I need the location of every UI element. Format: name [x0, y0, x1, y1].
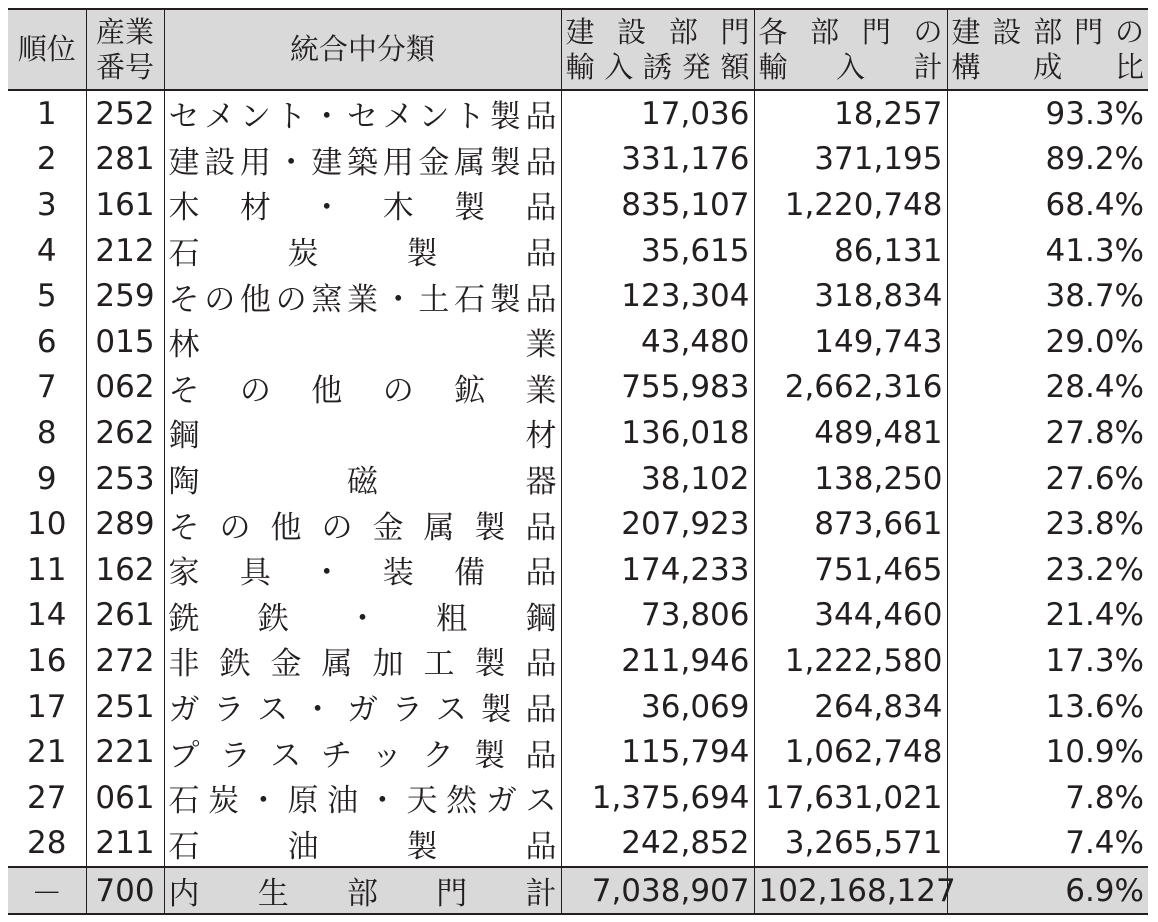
ratio-cell: 68.4% [947, 182, 1148, 228]
table-row [8, 273, 1148, 319]
category-name-cell: 林業 [164, 319, 561, 365]
table-row [8, 456, 1148, 502]
total-sum-cell: 102,168,127 [754, 867, 947, 914]
table-row [8, 410, 1148, 456]
category-name-cell: プラスチック製品 [164, 729, 561, 775]
category-name-cell: その他の鉱業 [164, 365, 561, 411]
industry-code-cell: 162 [86, 547, 164, 593]
industry-code-cell: 211 [86, 821, 164, 868]
table-footer [8, 867, 1148, 914]
ratio-cell: 27.6% [947, 456, 1148, 502]
import-total-cell: 264,834 [754, 684, 947, 730]
induced-imports-cell: 242,852 [561, 821, 754, 868]
import-total-cell: 489,481 [754, 410, 947, 456]
induced-imports-cell: 136,018 [561, 410, 754, 456]
industry-code-cell: 289 [86, 501, 164, 547]
induced-imports-cell: 1,375,694 [561, 775, 754, 821]
rank-cell: 16 [27, 642, 67, 679]
rank-cell: 3 [36, 186, 57, 223]
ratio-cell: 17.3% [947, 638, 1148, 684]
table-row [8, 90, 1148, 137]
table-body [8, 90, 1148, 867]
induced-imports-cell: 174,233 [561, 547, 754, 593]
table-row [8, 365, 1148, 411]
header-sector-import-total: 各部門の 輸入計 [754, 9, 947, 90]
import-total-cell: 1,062,748 [754, 729, 947, 775]
industry-code-cell: 061 [86, 775, 164, 821]
industry-code-cell: 261 [86, 593, 164, 639]
induced-imports-cell: 123,304 [561, 273, 754, 319]
import-total-cell: 1,220,748 [754, 182, 947, 228]
import-total-cell: 149,743 [754, 319, 947, 365]
ratio-cell: 13.6% [947, 684, 1148, 730]
table-row [8, 729, 1148, 775]
rank-cell: 14 [27, 597, 67, 634]
induced-imports-cell: 38,102 [561, 456, 754, 502]
header-induced-imports: 建設部門 輸入誘発額 [561, 9, 754, 90]
category-name-cell: 非鉄金属加工製品 [164, 638, 561, 684]
industry-code-cell: 062 [86, 365, 164, 411]
import-total-cell: 17,631,021 [754, 775, 947, 821]
category-name-cell: 銑鉄・粗鋼 [164, 593, 561, 639]
category-name-cell: その他の金属製品 [164, 501, 561, 547]
induced-imports-cell: 35,615 [561, 228, 754, 274]
import-total-cell: 1,222,580 [754, 638, 947, 684]
import-total-cell: 2,662,316 [754, 365, 947, 411]
ratio-cell: 93.3% [947, 90, 1148, 137]
industry-code-cell: 281 [86, 137, 164, 183]
import-total-cell: 344,460 [754, 593, 947, 639]
ratio-cell: 23.2% [947, 547, 1148, 593]
induced-imports-cell: 36,069 [561, 684, 754, 730]
induced-imports-cell: 835,107 [561, 182, 754, 228]
ratio-cell: 41.3% [947, 228, 1148, 274]
induced-imports-cell: 115,794 [561, 729, 754, 775]
category-name-cell: 鋼材 [164, 410, 561, 456]
table-row [8, 228, 1148, 274]
category-name-cell: 石炭製品 [164, 228, 561, 274]
table-row [8, 319, 1148, 365]
industry-code-cell: 161 [86, 182, 164, 228]
ratio-cell: 38.7% [947, 273, 1148, 319]
category-name-cell: その他の窯業・土石製品 [164, 273, 561, 319]
import-total-cell: 873,661 [754, 501, 947, 547]
rank-cell: 28 [27, 825, 67, 862]
induced-imports-cell: 73,806 [561, 593, 754, 639]
category-name-cell: 木材・木製品 [164, 182, 561, 228]
ratio-cell: 21.4% [947, 593, 1148, 639]
rank-cell: 1 [36, 95, 57, 132]
category-name-cell: 家具・装備品 [164, 547, 561, 593]
rank-cell: 4 [36, 232, 57, 269]
induced-imports-cell: 207,923 [561, 501, 754, 547]
table-row [8, 137, 1148, 183]
ratio-cell: 89.2% [947, 137, 1148, 183]
industry-code-cell: 252 [86, 90, 164, 137]
rank-cell: 9 [36, 460, 57, 497]
ratio-cell: 29.0% [947, 319, 1148, 365]
ratio-cell: 7.8% [947, 775, 1148, 821]
header-composition-ratio: 建設部門の 構成比 [947, 9, 1148, 90]
rank-cell: 8 [36, 414, 57, 451]
industry-code-cell: 251 [86, 684, 164, 730]
table-row [8, 638, 1148, 684]
rank-cell: 21 [27, 734, 67, 771]
category-name-cell: セメント・セメント製品 [164, 90, 561, 137]
industry-code-cell: 015 [86, 319, 164, 365]
industry-code-cell: 272 [86, 638, 164, 684]
industry-code-cell: 262 [86, 410, 164, 456]
industry-code-cell: 259 [86, 273, 164, 319]
total-imports-cell: 7,038,907 [561, 867, 754, 914]
import-total-cell: 318,834 [754, 273, 947, 319]
ratio-cell: 23.8% [947, 501, 1148, 547]
category-name-cell: ガラス・ガラス製品 [164, 684, 561, 730]
table-row [8, 501, 1148, 547]
import-total-cell: 18,257 [754, 90, 947, 137]
table-row [8, 547, 1148, 593]
table-header [8, 9, 1148, 90]
ratio-cell: 27.8% [947, 410, 1148, 456]
header-industry-code: 産業 番号 [86, 9, 164, 90]
header-rank: 順位 [17, 32, 76, 66]
total-code-cell: 700 [86, 867, 164, 914]
table-row [8, 593, 1148, 639]
rank-cell: 7 [36, 369, 57, 406]
import-total-cell: 751,465 [754, 547, 947, 593]
category-name-cell: 石炭・原油・天然ガス [164, 775, 561, 821]
industry-code-cell: 221 [86, 729, 164, 775]
ratio-cell: 7.4% [947, 821, 1148, 868]
category-name-cell: 陶磁器 [164, 456, 561, 502]
total-row [8, 867, 1148, 914]
category-name-cell: 建設用・建築用金属製品 [164, 137, 561, 183]
rank-cell: 17 [27, 688, 67, 725]
induced-imports-cell: 43,480 [561, 319, 754, 365]
total-rank-cell: － [31, 876, 63, 913]
header-category: 統合中分類 [164, 9, 561, 90]
rank-cell: 11 [27, 551, 67, 588]
induced-imports-cell: 211,946 [561, 638, 754, 684]
ratio-cell: 10.9% [947, 729, 1148, 775]
import-total-cell: 3,265,571 [754, 821, 947, 868]
category-name-cell: 石油製品 [164, 821, 561, 868]
import-total-cell: 138,250 [754, 456, 947, 502]
industry-code-cell: 253 [86, 456, 164, 502]
rank-cell: 6 [36, 323, 57, 360]
table-row [8, 821, 1148, 868]
induced-imports-cell: 755,983 [561, 365, 754, 411]
induced-imports-cell: 331,176 [561, 137, 754, 183]
industry-code-cell: 212 [86, 228, 164, 274]
table-row [8, 775, 1148, 821]
rank-cell: 2 [36, 141, 57, 178]
rank-cell: 27 [27, 779, 67, 816]
rank-cell: 10 [27, 506, 67, 543]
table-row [8, 182, 1148, 228]
total-name-cell: 内生部門計 [164, 867, 561, 914]
construction-import-table [8, 8, 1148, 915]
import-total-cell: 371,195 [754, 137, 947, 183]
ratio-cell: 28.4% [947, 365, 1148, 411]
total-ratio-cell: 6.9% [947, 867, 1148, 914]
import-total-cell: 86,131 [754, 228, 947, 274]
induced-imports-cell: 17,036 [561, 90, 754, 137]
table-row [8, 684, 1148, 730]
rank-cell: 5 [36, 278, 57, 315]
